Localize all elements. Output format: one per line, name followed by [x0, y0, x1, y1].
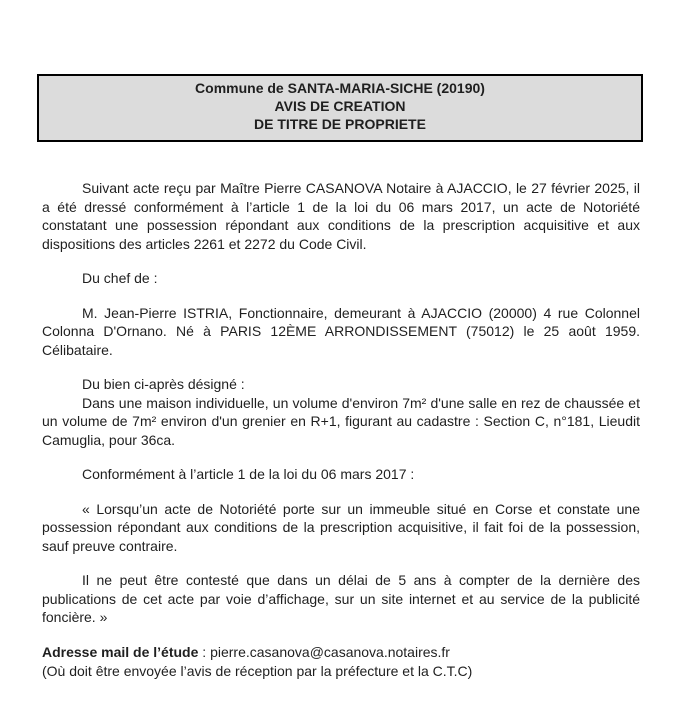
header-titre-line: DE TITRE DE PROPRIETE	[254, 116, 426, 132]
para-citation-loi-2: Il ne peut être contesté que dans un délai de 5 ans à compter de la dernière des publications de cet acte par voie d’affichage, sur un site internet et au service de la publicité foncière. »	[42, 572, 640, 625]
notice-header-box	[37, 74, 643, 142]
para-acte-notoriete: Suivant acte reçu par Maître Pierre CASANOVA Notaire à AJACCIO, le 27 février 2025, il a été dressé conformément à l’article 1 de la loi du 06 mars 2017, un acte de Notoriété constatant une possession répondant aux conditions de la prescription acquisitive et aux dispositions des articles 2261 et 2272 du Code Civil.	[42, 180, 640, 252]
footer-email-separator: :	[198, 643, 211, 660]
document-body	[42, 179, 640, 682]
header-commune-line: Commune de SANTA-MARIA-SICHE (20190)	[195, 80, 485, 96]
footer-email-line	[42, 643, 640, 663]
para-citation-loi-1: « Lorsqu’un acte de Notoriété porte sur un immeuble situé en Corse et constate une possession répondant aux conditions de la prescription acquisitive, il fait foi de la possession, sauf preuve contraire.	[42, 500, 640, 554]
para-du-bien-designe: Du bien ci-après désigné :	[82, 376, 245, 392]
footer-email-address: pierre.casanova@casanova.notaires.fr	[210, 643, 450, 660]
para-identite-istria: M. Jean-Pierre ISTRIA, Fonctionnaire, demeurant à AJACCIO (20000) 4 rue Colonnel Colonna D'Ornano. Né à PARIS 12ÈME ARRONDISSEMENT (75012) le 25 août 1959. Célibataire.	[42, 304, 640, 358]
para-conformement-loi: Conformément à l’article 1 de la loi du 06 mars 2017 :	[82, 466, 415, 482]
footer-reception-note: (Où doit être envoyée l’avis de réception par la préfecture et la C.T.C)	[42, 663, 473, 679]
header-avis-line: AVIS DE CREATION	[274, 98, 406, 114]
footer-email-label: Adresse mail de l’étude	[42, 643, 199, 660]
para-description-bien: Dans une maison individuelle, un volume d'environ 7m² d'une salle en rez de chaussée et un volume de 7m² environ d'un grenier en R+1, figurant au cadastre : Section C, n°181, Lieudit Camuglia, pour 36ca.	[42, 394, 640, 448]
para-du-chef-de: Du chef de :	[82, 270, 158, 286]
